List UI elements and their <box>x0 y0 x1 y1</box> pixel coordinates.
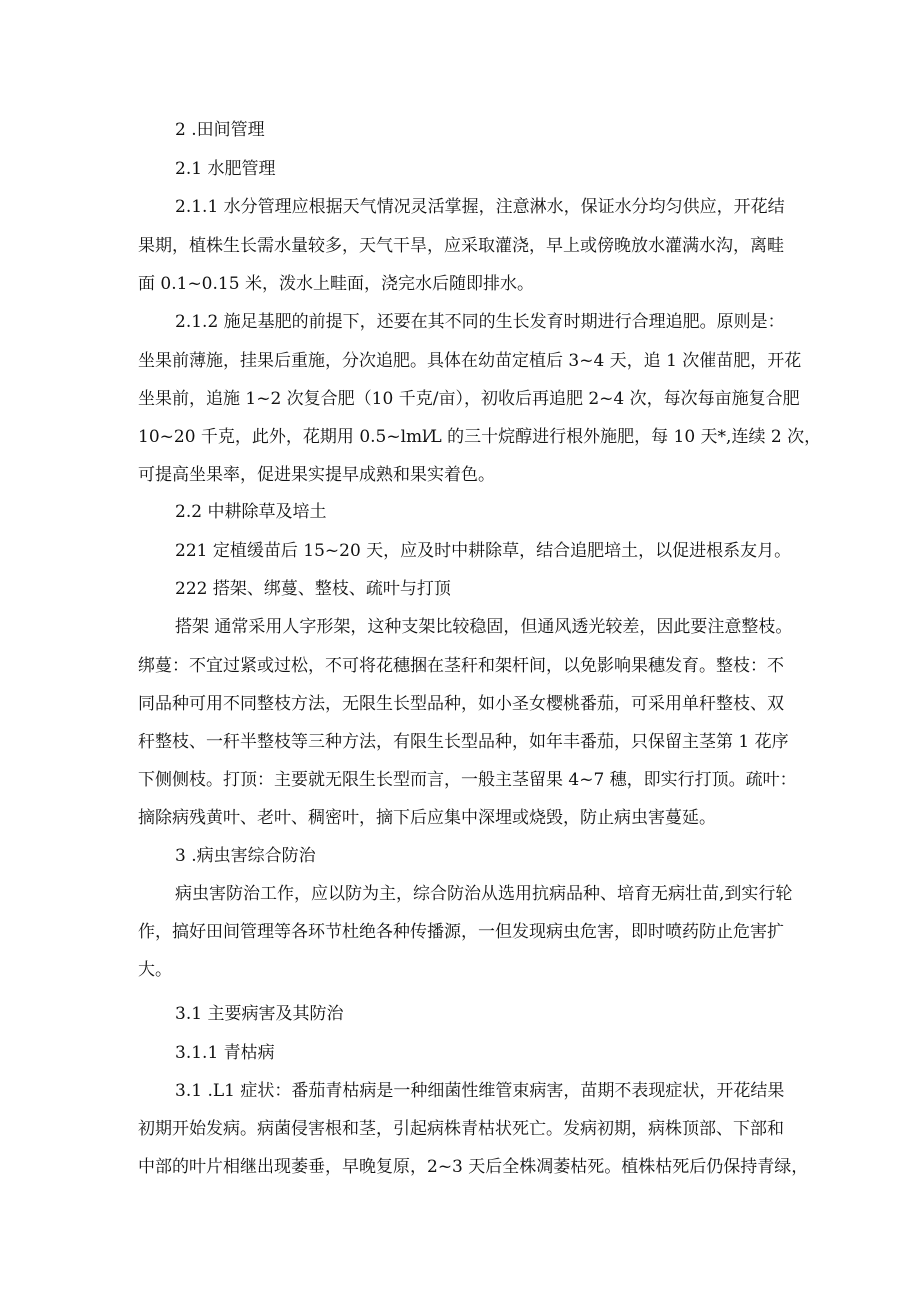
paragraph-line: 同品种可用不同整枝方法，无限生长型品种，如小圣女樱桃番茄，可采用单秆整枝、双 <box>138 694 784 714</box>
heading-2-2-2-staking-pruning: 222 搭架、绑蔓、整枝、疏叶与打顶 <box>175 579 451 599</box>
heading-2-field-management: 2 .田间管理 <box>175 120 265 140</box>
paragraph-line: 可提高坐果率，促进果实提早成熟和果实着色。 <box>138 465 495 485</box>
paragraph-line: 摘除病残黄叶、老叶、稠密叶，摘下后应集中深埋或烧毁，防止病虫害蔓延。 <box>138 808 716 828</box>
paragraph-line: 面 0.1~0.15 米，泼水上畦面，浇完水后随即排水。 <box>138 274 534 294</box>
heading-3-1-1-bacterial-wilt: 3.1.1 青枯病 <box>175 1043 275 1063</box>
paragraph-line: 坐果前薄施，挂果后重施，分次追肥。具体在幼苗定植后 3~4 天，追 1 次催苗肥，开花 <box>138 351 802 371</box>
paragraph-line: 病虫害防治工作，应以防为主，综合防治从选用抗病品种、培育无病壮苗,到实行轮 <box>175 884 793 904</box>
heading-3-1-main-diseases: 3.1 主要病害及其防治 <box>175 1004 344 1024</box>
paragraph-line: 绑蔓：不宜过紧或过松，不可将花穗捆在茎秆和架杆间，以免影响果穗发育。整枝：不 <box>138 656 784 676</box>
paragraph-line: 下侧侧枝。打顶：主要就无限生长型而言，一般主茎留果 4~7 穗，即实行打顶。疏叶： <box>138 770 797 790</box>
paragraph-line: 3.1 .L1 症状：番茄青枯病是一种细菌性维管束病害，苗期不表现症状，开花结果 <box>175 1081 785 1101</box>
paragraph-line: 2.1.2 施足基肥的前提下，还要在其不同的生长发育时期进行合理追肥。原则是： <box>175 312 785 332</box>
paragraph-line: 坐果前，追施 1~2 次复合肥（10 千克/亩），初收后再追肥 2~4 次，每次每亩施复合肥 <box>138 389 800 409</box>
heading-2-2-tilling-weeding: 2.2 中耕除草及培土 <box>175 502 327 522</box>
paragraph-line: 初期开始发病。病菌侵害根和茎，引起病株青枯状死亡。发病初期，病株顶部、下部和 <box>138 1119 784 1139</box>
paragraph-line: 果期，植株生长需水量较多，天气干旱，应采取灌浇，早上或傍晚放水灌满水沟，离畦 <box>138 236 784 256</box>
heading-3-pest-control: 3 .病虫害综合防治 <box>175 846 316 866</box>
paragraph-line: 2.1.1 水分管理应根据天气情况灵活掌握，注意淋水，保证水分均匀供应，开花结 <box>175 197 785 217</box>
paragraph-line: 221 定植缓苗后 15~20 天，应及时中耕除草，结合追肥培土，以促进根系友月。 <box>175 541 792 561</box>
paragraph-line: 中部的叶片相继出现萎垂，早晚复原，2~3 天后全株凋萎枯死。植株枯死后仍保持青绿， <box>138 1157 809 1177</box>
paragraph-line: 作，搞好田间管理等各环节杜绝各种传播源，一但发现病虫危害，即时喷药防止危害扩 <box>138 922 784 942</box>
paragraph-line: 秆整枝、一秆半整枝等三种方法，有限生长型品种，如年丰番茄，只保留主茎第 1 花序 <box>138 732 789 752</box>
paragraph-line: 大。 <box>138 960 172 980</box>
paragraph-line: 搭架 通常采用人字形架，这种支架比较稳固，但通风透光较差，因此要注意整枝。 <box>175 617 793 637</box>
heading-2-1-water-fertilizer: 2.1 水肥管理 <box>175 159 276 179</box>
paragraph-line: 10~20 千克，此外，花期用 0.5~lml⁄L 的三十烷醇进行根外施肥，每 10 天*,连续 2 次， <box>138 427 822 447</box>
